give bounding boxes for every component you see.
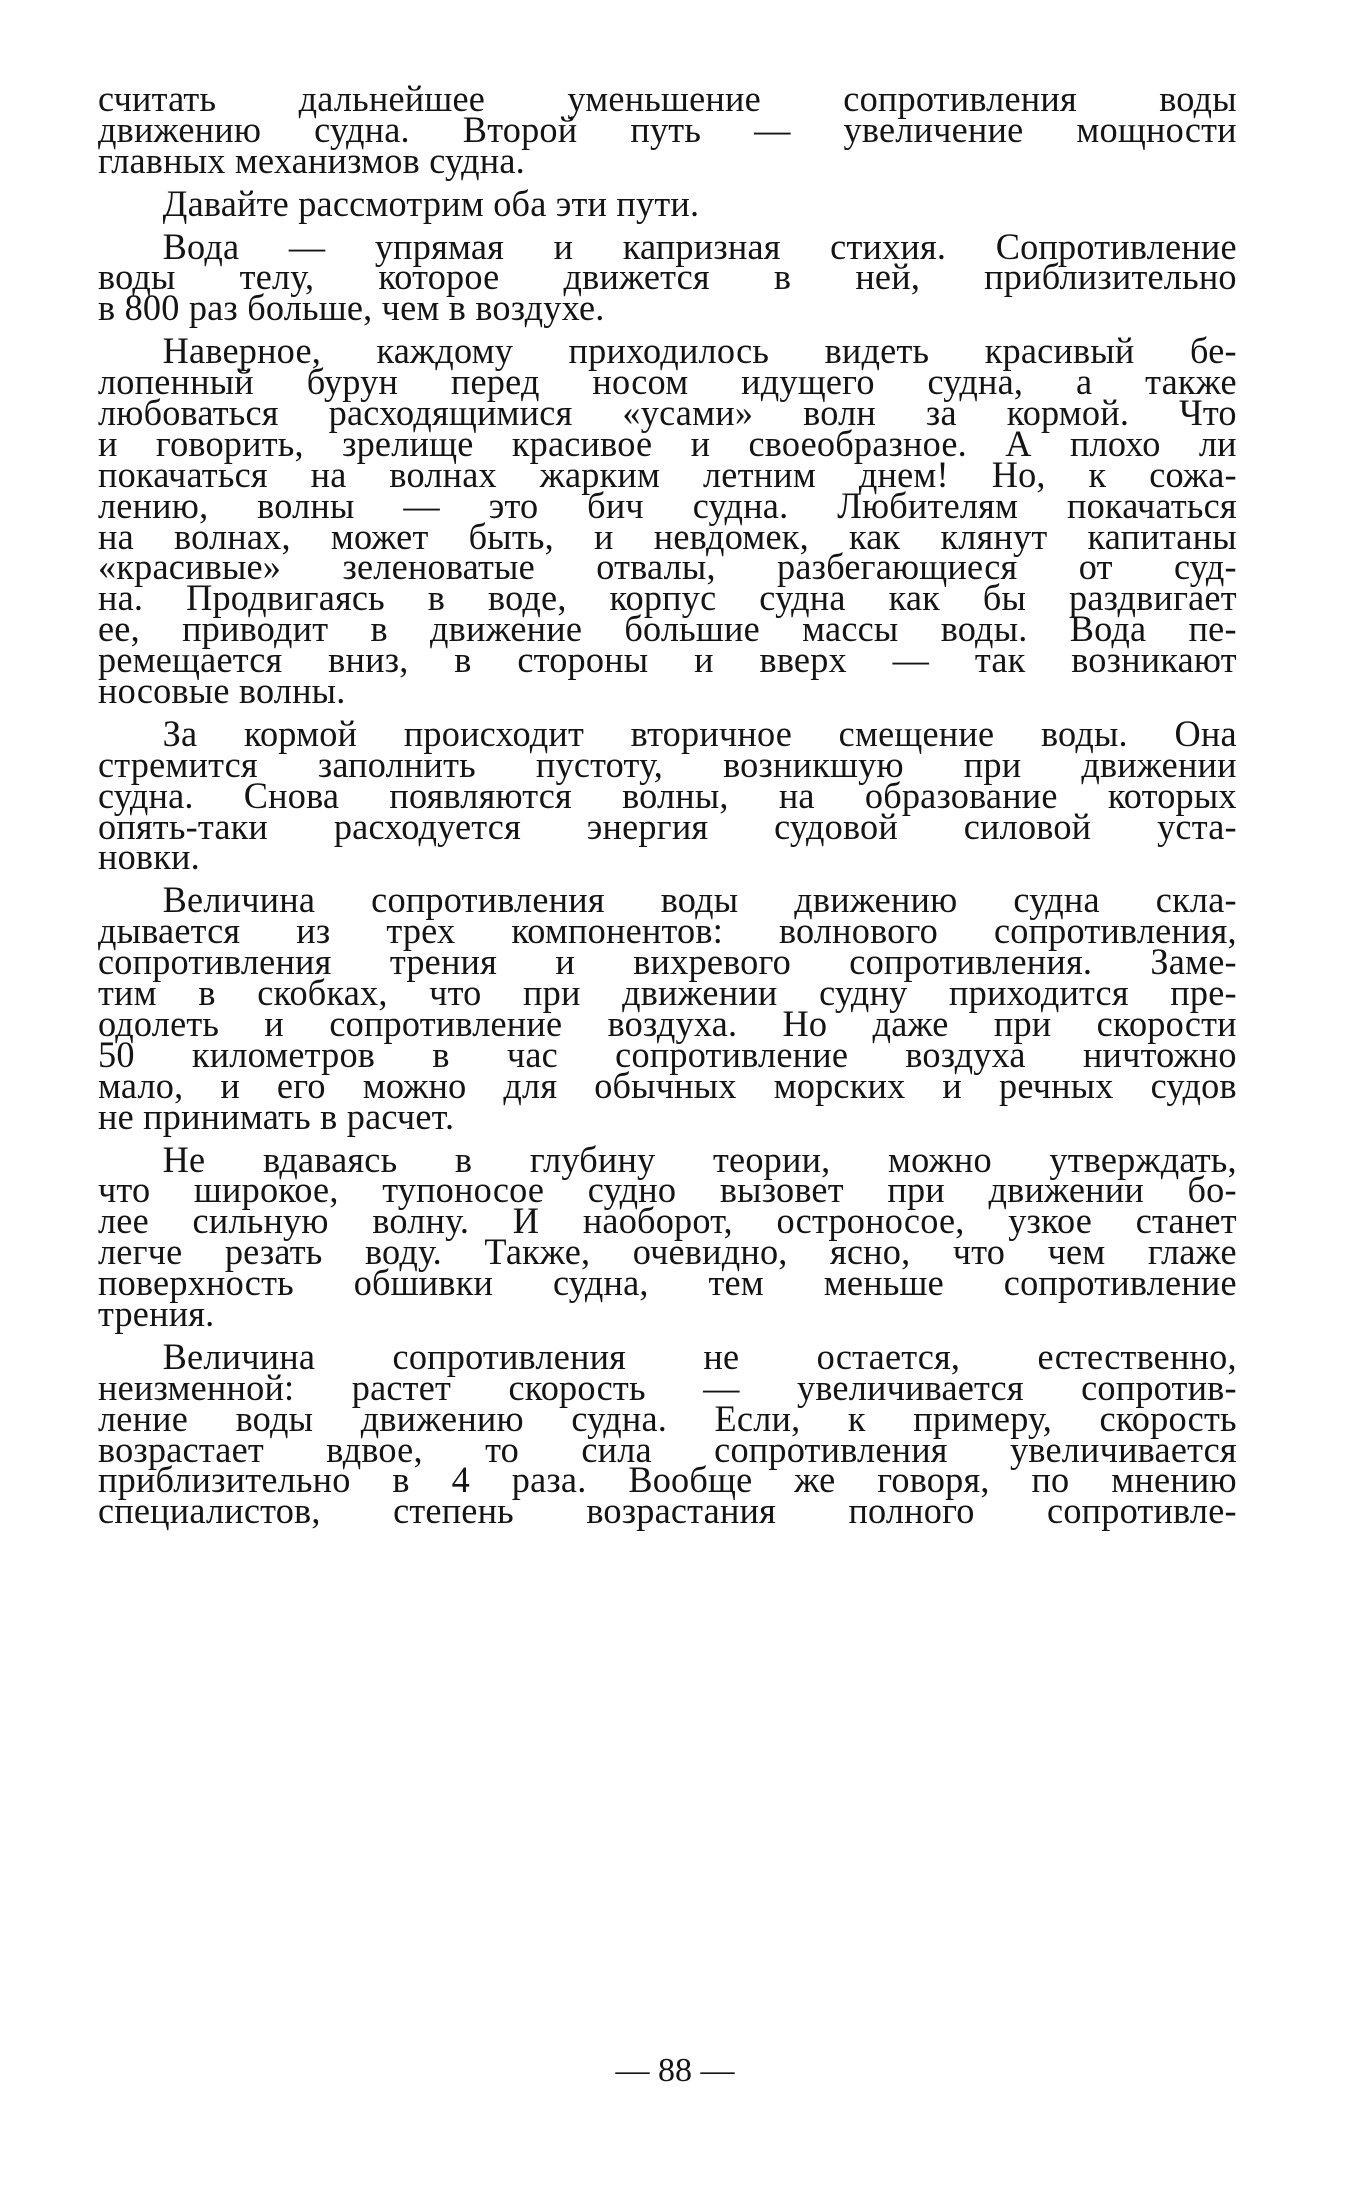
text-line: ремещается вниз, в стороны и вверх — так возникают <box>98 640 1237 682</box>
text-line: Давайте рассмотрим оба эти пути. <box>162 183 700 225</box>
text-line: мало, и его можно для обычных морских и речных судов <box>98 1065 1237 1107</box>
text-line: в 800 раз больше, чем в воздухе. <box>98 288 605 330</box>
text-line: ее, приводит в движение большие массы воды. Вода пе- <box>98 609 1237 651</box>
text-line: специалистов, степень возрастания полного сопротивле- <box>98 1491 1237 1533</box>
paragraph <box>98 713 1260 879</box>
text-line: на волнах, может быть, и невдомек, как клянут капитаны <box>98 516 1237 558</box>
paragraph <box>98 226 1260 330</box>
text-line: считать дальнейшее уменьшение сопротивления воды <box>98 79 1237 120</box>
paragraph <box>98 880 1260 1138</box>
text-line: За кормой происходит вторичное смещение воды. Она <box>162 713 1237 755</box>
paragraph <box>98 79 1260 182</box>
text-line: судна. Снова появляются волны, на образование которых <box>98 775 1237 817</box>
text-line: Наверное, каждому приходилось видеть красивый бе- <box>162 331 1237 373</box>
text-line: 50 километров в час сопротивление воздуха ничтожно <box>98 1034 1237 1076</box>
text-line: носовые волны. <box>98 671 346 713</box>
text-line: «красивые» зеленоватые отвалы, разбегающиеся от суд- <box>98 547 1237 589</box>
text-line: одолеть и сопротивление воздуха. Но даже при скорости <box>98 1003 1237 1045</box>
text-line: легче резать воду. Также, очевидно, ясно, что чем глаже <box>98 1232 1237 1274</box>
text-line: сопротивления трения и вихревого сопротивления. Заме- <box>98 942 1237 984</box>
text-line: поверхность обшивки судна, тем меньше сопротивление <box>98 1263 1237 1305</box>
text-line: стремится заполнить пустоту, возникшую при движении <box>98 744 1237 786</box>
text-line: что широкое, тупоносое судно вызовет при движении бо- <box>98 1170 1237 1212</box>
text-line: воды телу, которое движется в ней, приблизительно <box>98 257 1237 299</box>
text-line: Величина сопротивления воды движению судна скла- <box>162 880 1237 922</box>
text-line: ление воды движению судна. Если, к примеру, скорость <box>98 1398 1237 1440</box>
text-line: и говорить, зрелище красивое и своеобразное. А плохо ли <box>98 423 1237 465</box>
text-line: новки. <box>98 837 200 879</box>
text-line: неизменной: растет скорость — увеличивается сопротив- <box>98 1367 1237 1409</box>
text-line: приблизительно в 4 раза. Вообще же говоря, по мнению <box>98 1460 1237 1502</box>
paragraph <box>98 331 1260 713</box>
text-line: трения. <box>98 1293 215 1335</box>
text-line: главных механизмов судна. <box>98 140 525 182</box>
text-line: опять-таки расходуется энергия судовой силовой уста- <box>98 806 1237 848</box>
page-number: — 88 — <box>615 2052 735 2089</box>
text-line: не принимать в расчет. <box>98 1096 455 1138</box>
text-line: покачаться на волнах жарким летним днем! Но, к сожа- <box>98 454 1237 496</box>
text-line: Величина сопротивления не остается, естественно, <box>162 1336 1237 1378</box>
text-line: Вода — упрямая и капризная стихия. Сопротивление <box>162 226 1237 268</box>
text-line: дывается из трех компонентов: волнового сопротивления, <box>98 911 1237 953</box>
text-line: лее сильную волну. И наоборот, остроносое, узкое станет <box>98 1201 1237 1243</box>
page-body <box>98 79 1260 1540</box>
text-line: возрастает вдвое, то сила сопротивления увеличивается <box>98 1429 1237 1471</box>
text-line: любоваться расходящимися «усами» волн за кормой. Что <box>98 393 1237 435</box>
text-line: тим в скобках, что при движении судну приходится пре- <box>98 973 1237 1015</box>
text-line: лопенный бурун перед носом идущего судна, а также <box>98 362 1237 404</box>
text-line: лению, волны — это бич судна. Любителям покачаться <box>98 485 1237 527</box>
paragraph <box>98 1139 1260 1335</box>
text-line: движению судна. Второй путь — увеличение мощности <box>98 109 1237 151</box>
paragraph <box>98 183 1260 225</box>
text-line: Не вдаваясь в глубину теории, можно утверждать, <box>162 1139 1237 1181</box>
text-line: на. Продвигаясь в воде, корпус судна как бы раздвигает <box>98 578 1237 620</box>
paragraph <box>98 1336 1260 1533</box>
